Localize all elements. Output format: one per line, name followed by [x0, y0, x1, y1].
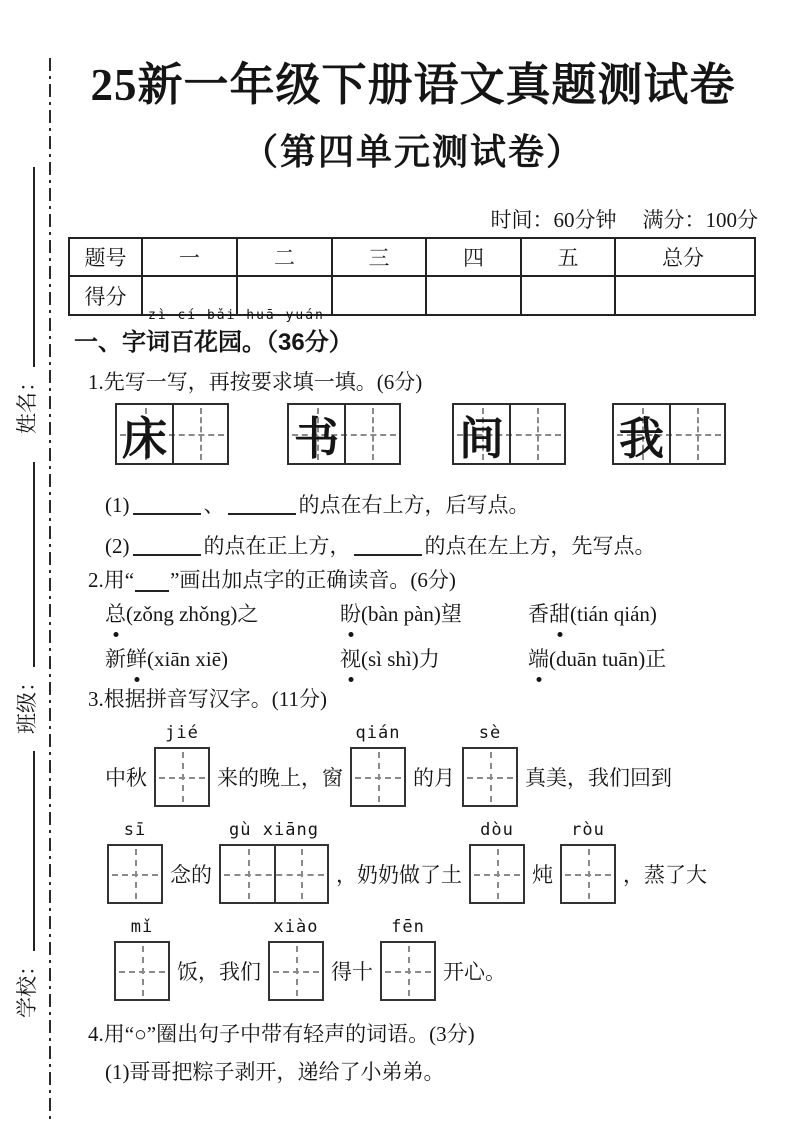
pinyin-label: gù xiāng [229, 820, 319, 840]
guide-line-v [248, 849, 250, 899]
guide-line-v [142, 946, 144, 996]
q2-prompt-post: ”画出加点字的正确读音。(6分) [170, 568, 456, 592]
pinyin-label: jié [165, 723, 199, 743]
cell-divider [274, 846, 276, 902]
side-label-text: 学校： [15, 955, 39, 1018]
table-header-cell: 一 [143, 239, 238, 275]
guide-line-v [588, 849, 590, 899]
q4-item: (1)哥哥把粽子剥开，递给了小弟弟。 [105, 1060, 445, 1084]
q3-prompt: 3.根据拼音写汉字。(11分) [88, 687, 327, 711]
q2-item [105, 598, 340, 628]
side-label-name [12, 156, 40, 434]
fill-text: 的点在左上方，先写点。 [424, 534, 656, 558]
guide-line-v [296, 946, 298, 996]
dotted-char: 甜 [549, 598, 570, 628]
q3-text: 念的 [170, 863, 212, 887]
score-table-header-row [70, 239, 754, 277]
table-header-cell: 二 [238, 239, 333, 275]
q3-text: ，奶奶做了土 [336, 863, 462, 887]
writing-box[interactable] [380, 917, 436, 1001]
page-title: 25新一年级下册语文真题测试卷 [90, 60, 736, 110]
score-cell[interactable] [427, 277, 522, 314]
pinyin-label: sè [478, 723, 502, 743]
writing-grid-row [60, 403, 766, 465]
q2-pre-char: 新 [105, 647, 126, 671]
q2-item [528, 598, 657, 628]
q2-pinyin-options: (tián qián) [570, 602, 657, 626]
pinyin-label: ròu [571, 820, 605, 840]
dotted-char: 鲜 [126, 643, 147, 673]
page-subtitle: （第四单元测试卷） [241, 132, 584, 172]
practice-cell[interactable] [669, 405, 724, 463]
q3-text: 饭，我们 [177, 960, 261, 984]
pinyin-label: sī [123, 820, 147, 840]
guide-line-v [497, 849, 499, 899]
table-header-cell: 题号 [70, 239, 143, 275]
table-header-cell: 总分 [662, 246, 704, 270]
score-table [68, 237, 756, 316]
pinyin-label: mǐ [130, 917, 154, 937]
side-label-line[interactable] [18, 167, 35, 367]
model-char: 书 [293, 413, 339, 464]
guide-line-v [301, 849, 303, 899]
q3-text: 真美，我们回到 [525, 766, 672, 790]
fill-blank[interactable] [133, 493, 201, 515]
side-label-line[interactable] [18, 462, 35, 667]
score-cell[interactable] [522, 277, 616, 314]
fill-text: 的点在正上方， [203, 534, 351, 558]
fill-line [105, 489, 530, 519]
q2-item [528, 643, 666, 673]
guide-line-v [135, 849, 137, 899]
q3-line [100, 820, 707, 903]
q3-text: 开心。 [443, 960, 506, 984]
q3-text: 中秋 [105, 766, 147, 790]
q3-text: ，蒸了大 [623, 863, 707, 887]
table-header-cell: 四 [427, 239, 522, 275]
guide-line-v [490, 752, 492, 802]
pinyin-label: xiào [273, 917, 319, 937]
writing-grid-group [452, 403, 566, 465]
q2-item [105, 643, 340, 673]
pinyin-label: fēn [391, 917, 425, 937]
fill-blank[interactable] [228, 493, 296, 515]
q2-pinyin-options: (zǒng zhǒng)之 [126, 602, 259, 626]
writing-grid-group [612, 403, 726, 465]
score-cell[interactable] [616, 277, 750, 314]
exam-full-score: 满分：100分 [642, 208, 758, 232]
table-header-cell: 三 [333, 239, 427, 275]
q1-prompt: 1.先写一写，再按要求填一填。(6分) [88, 370, 423, 394]
side-label-class [12, 452, 40, 734]
q3-text: 来的晚上，窗 [217, 766, 343, 790]
q2-item [340, 643, 528, 673]
dotted-char: 总 [105, 598, 126, 628]
fill-blank[interactable] [354, 534, 422, 556]
writing-grid-group [115, 403, 229, 465]
binding-cut-line [49, 58, 51, 1122]
writing-grid-group [287, 403, 401, 465]
practice-cell[interactable] [509, 405, 564, 463]
guide-line-v [378, 752, 380, 802]
fill-text: (2) [105, 534, 130, 558]
writing-box[interactable] [107, 820, 163, 904]
writing-box[interactable] [350, 723, 406, 807]
q3-text: 的月 [413, 766, 455, 790]
q2-underline-mark [135, 570, 169, 592]
fill-blank[interactable] [133, 534, 201, 556]
fill-text: 、 [203, 493, 225, 517]
dotted-char: 视 [340, 643, 361, 673]
guide-line-v [182, 752, 184, 802]
q2-item [340, 598, 528, 628]
practice-cell[interactable] [172, 405, 227, 463]
dotted-char: 端 [528, 643, 549, 673]
model-char: 我 [618, 413, 664, 464]
writing-box[interactable] [114, 917, 170, 1001]
fill-text: 的点在右上方，后写点。 [298, 493, 530, 517]
model-char: 床 [121, 413, 167, 464]
score-cell[interactable] [333, 277, 427, 314]
writing-box[interactable] [462, 723, 518, 807]
q2-row [105, 643, 666, 673]
side-label-text: 班级： [15, 671, 39, 734]
q2-pinyin-options: (duān tuān)正 [549, 647, 667, 671]
writing-box[interactable] [560, 820, 616, 904]
exam-time: 时间：60分钟 [490, 208, 617, 232]
content [60, 0, 766, 1122]
q3-text: 炖 [532, 863, 553, 887]
section1-heading: 一、字词百花园。（36分） [74, 329, 353, 356]
fill-text: (1) [105, 493, 130, 517]
q2-pinyin-options: (xiān xiē) [147, 647, 229, 671]
side-label-school [12, 740, 40, 1018]
q2-row [105, 598, 657, 628]
score-row-label: 得分 [70, 277, 143, 314]
practice-cell[interactable] [344, 405, 399, 463]
section1-pinyin: zì cí bǎi huā yuán [148, 308, 325, 323]
q3-line [107, 917, 506, 1000]
side-label-text: 姓名： [15, 371, 39, 434]
guide-line-v [408, 946, 410, 996]
writing-box[interactable] [268, 917, 324, 1001]
exam-info-line [465, 204, 759, 234]
q3-text: 得十 [331, 960, 373, 984]
writing-box[interactable] [469, 820, 525, 904]
q2-prompt [88, 564, 456, 594]
pinyin-label: qián [355, 723, 401, 743]
q3-line [105, 723, 672, 806]
pinyin-label: dòu [480, 820, 514, 840]
q2-pinyin-options: (sì shì)力 [361, 647, 440, 671]
q2-pre-char: 香 [528, 602, 549, 626]
writing-box[interactable] [219, 820, 329, 904]
q2-prompt-pre: 2.用“ [88, 568, 135, 592]
writing-box[interactable] [154, 723, 210, 807]
q2-pinyin-options: (bàn pàn)望 [361, 602, 462, 626]
model-char: 间 [458, 413, 504, 464]
dotted-char: 盼 [340, 598, 361, 628]
table-header-cell: 五 [522, 239, 616, 275]
fill-line [105, 530, 656, 560]
q4-prompt: 4.用“○”圈出句子中带有轻声的词语。(3分) [88, 1022, 475, 1046]
side-label-line[interactable] [18, 751, 35, 951]
